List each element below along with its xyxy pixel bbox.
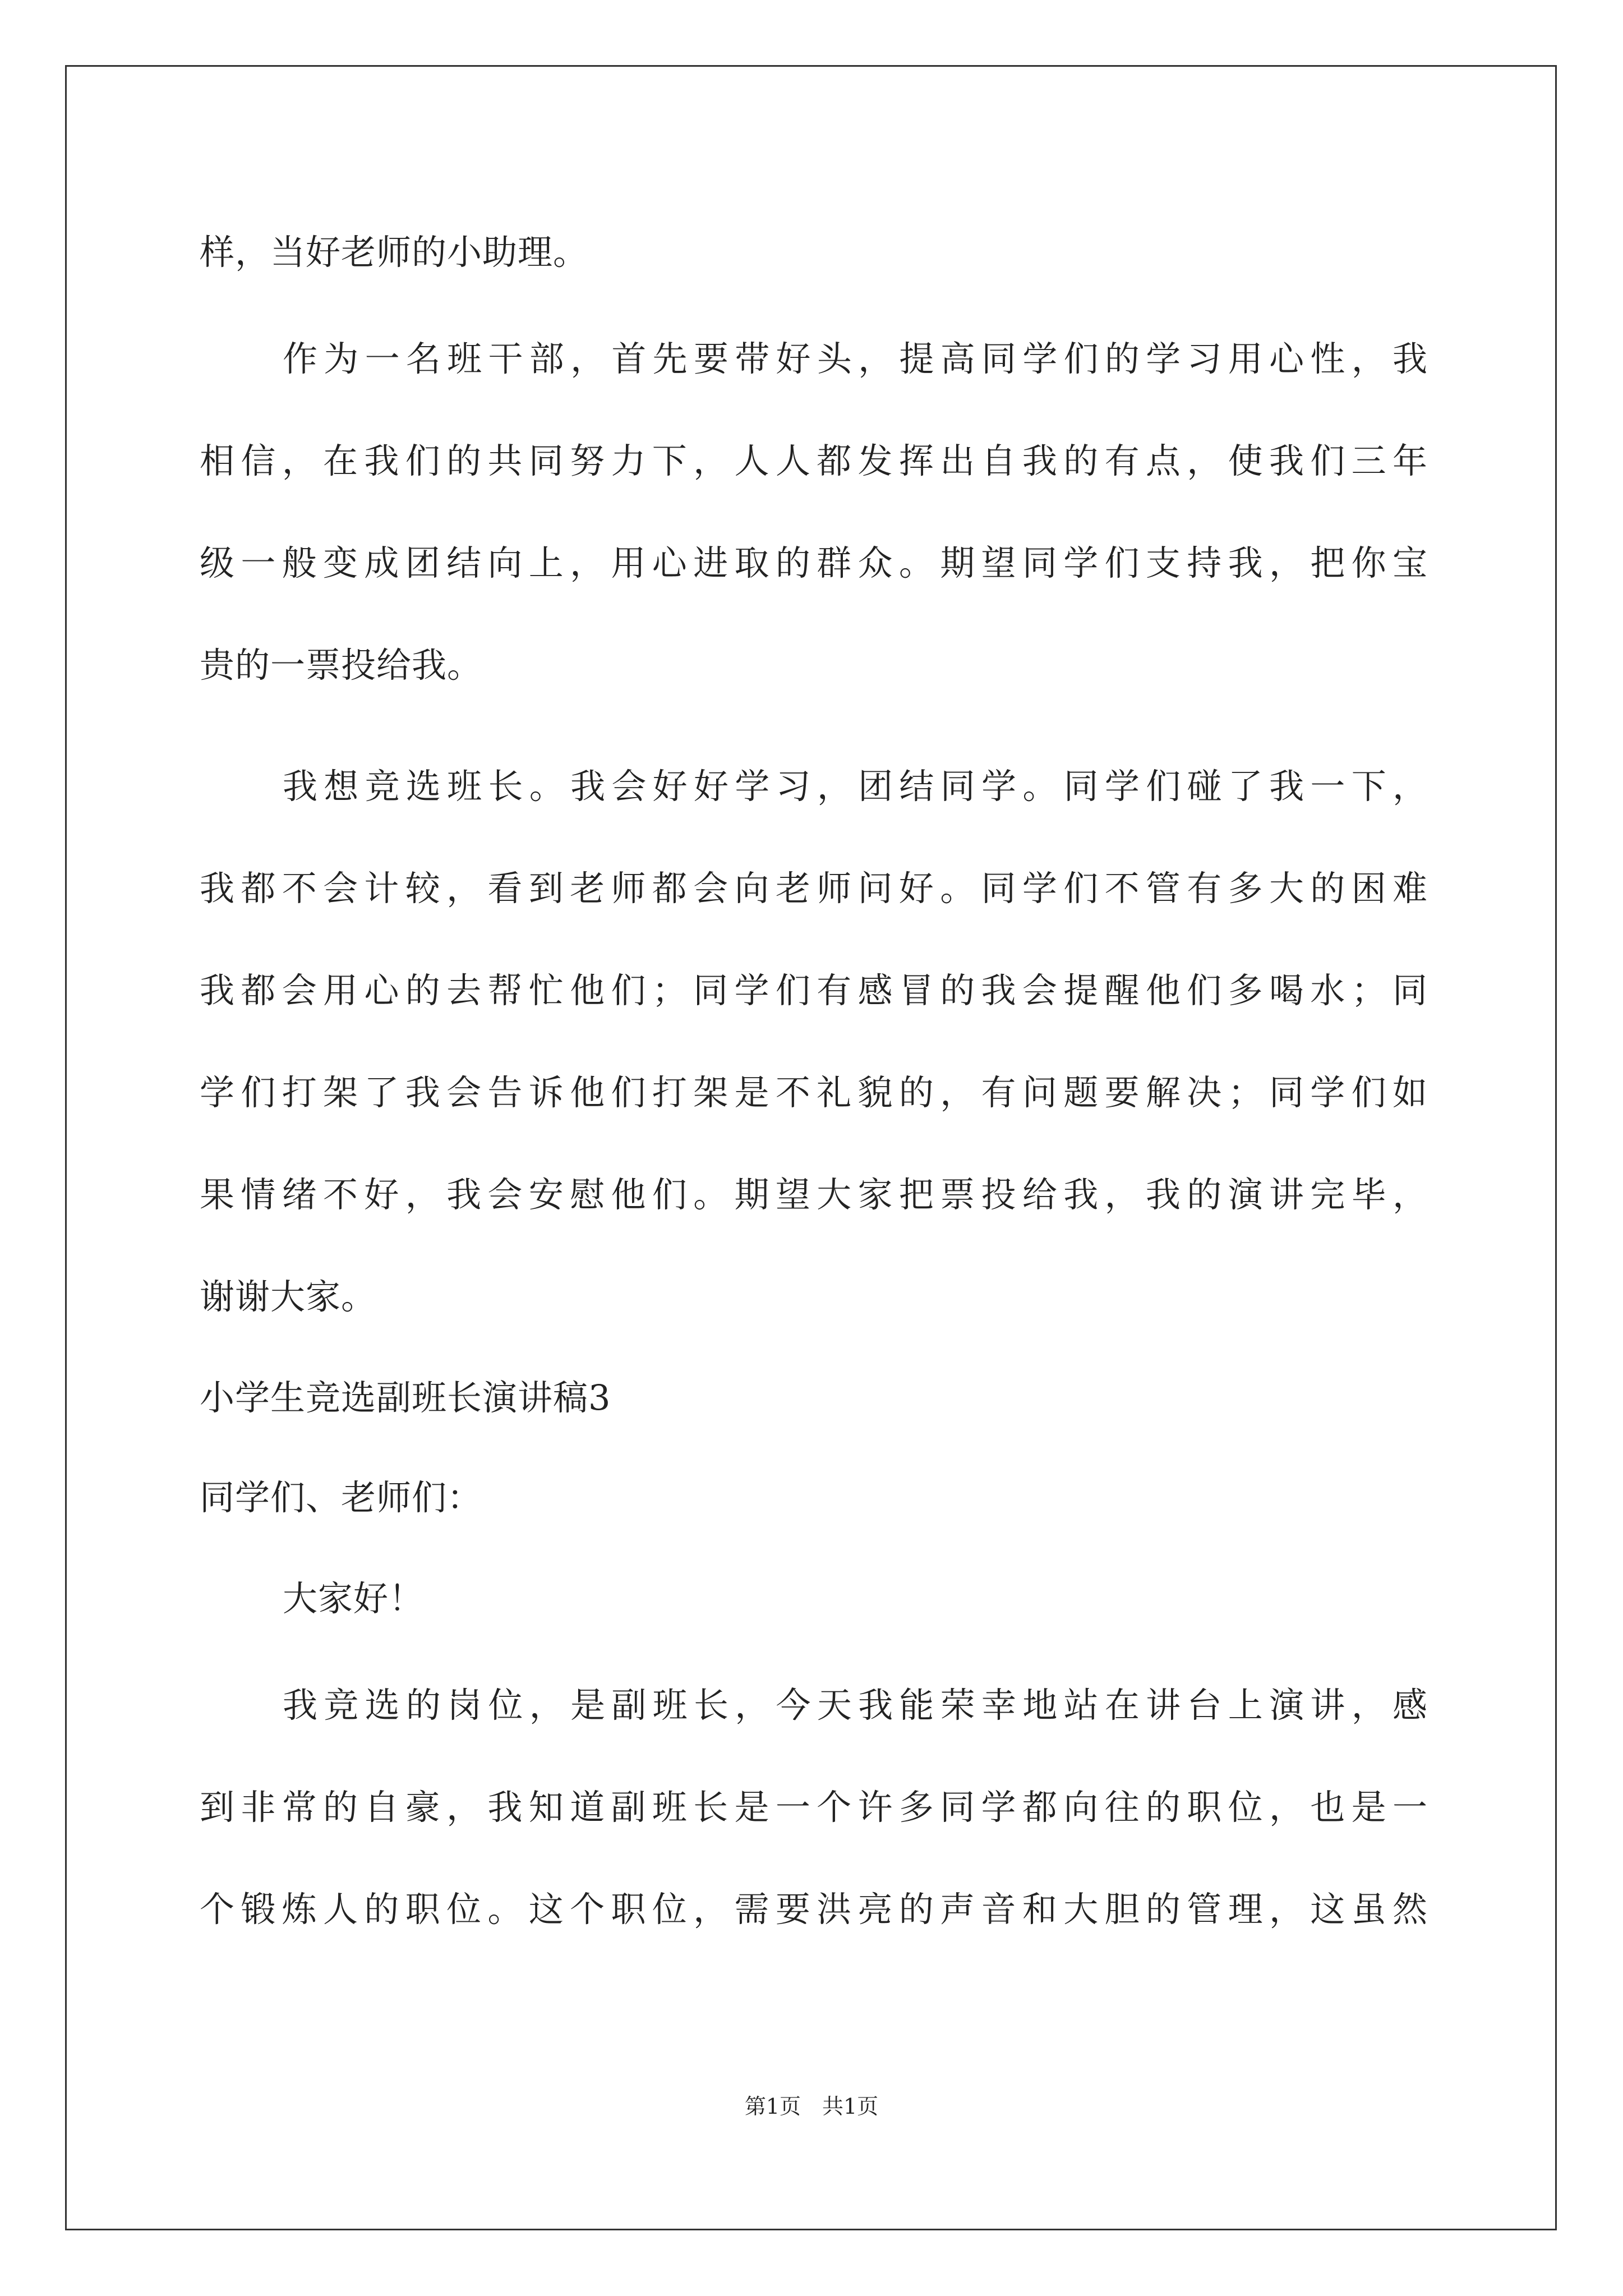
text-line: 我想竞选班长。我会好好学习，团结同学。同学们碰了我一下，	[283, 766, 1428, 807]
text-line: 贵的一票投给我。	[200, 645, 483, 685]
text-line: 相信，在我们的共同努力下，人人都发挥出自我的有点，使我们三年	[200, 440, 1428, 481]
text-line: 我都会用心的去帮忙他们；同学们有感冒的我会提醒他们多喝水；同	[200, 970, 1428, 1011]
text-line: 样，当好老师的小助理。	[200, 232, 589, 273]
page-number: 第1页 共1页	[744, 2094, 879, 2119]
text-line: 学们打架了我会告诉他们打架是不礼貌的，有问题要解决；同学们如	[200, 1072, 1428, 1113]
text-line: 作为一名班干部，首先要带好头，提高同学们的学习用心性，我	[283, 338, 1428, 379]
text-line: 到非常的自豪，我知道副班长是一个许多同学都向往的职位，也是一	[200, 1787, 1428, 1828]
greeting: 大家好！	[283, 1578, 425, 1619]
text-line: 我竞选的岗位，是副班长，今天我能荣幸地站在讲台上演讲，感	[283, 1685, 1428, 1726]
text-line: 个锻炼人的职位。这个职位，需要洪亮的声音和大胆的管理，这虽然	[200, 1889, 1428, 1930]
section-heading: 小学生竞选副班长演讲稿3	[200, 1377, 611, 1418]
text-line: 我都不会计较，看到老师都会向老师问好。同学们不管有多大的困难	[200, 868, 1428, 909]
text-line: 果情绪不好，我会安慰他们。期望大家把票投给我，我的演讲完毕，	[200, 1174, 1428, 1215]
text-line: 谢谢大家。	[200, 1276, 377, 1317]
salutation: 同学们、老师们：	[200, 1477, 483, 1518]
text-line: 级一般变成团结向上，用心进取的群众。期望同学们支持我，把你宝	[200, 542, 1428, 583]
